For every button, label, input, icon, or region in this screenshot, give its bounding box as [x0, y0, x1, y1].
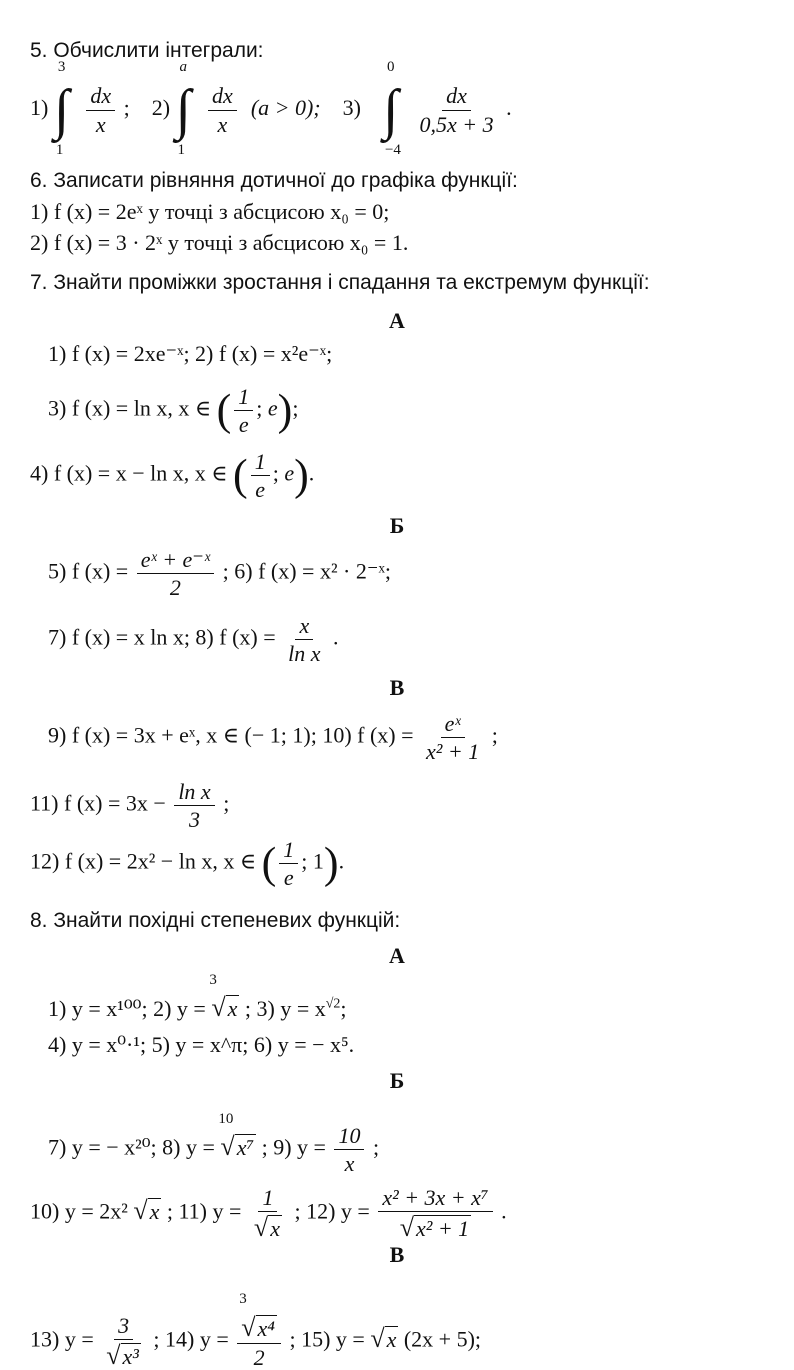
- task-8-1-3: 1) y = x¹⁰⁰; 2) y = 3 √x ; 3) $y = x^{√2}$;: [48, 972, 347, 1022]
- task-8-7-9: 7) y = − x²⁰; 8) y = 10 √x⁷ ; 9) y = $\frac{10}{x}$ ;: [48, 1110, 380, 1177]
- integral-sign: 0 ∫ −4: [382, 59, 401, 158]
- section-8-title: 8. Знайти похідні степеневих функцій:: [30, 909, 401, 932]
- task-7-9-10: 9) f (x) = 3x + eˣ, x ∈ (− 1; 1); 10) f (x) = $\frac{\text{eˣ}}{\text{x² + 1}}$ ;: [48, 711, 498, 765]
- group-a-heading: А: [389, 308, 405, 333]
- group-b-heading: Б: [389, 513, 405, 538]
- separator: .: [506, 95, 512, 121]
- integral-3-number: 3): [342, 95, 361, 121]
- integral-sign: 3 ∫ 1: [53, 59, 70, 158]
- group-v-heading: В: [389, 675, 405, 700]
- task-7-5-6: 5) f (x) = $\frac{\text{eˣ + e⁻ˣ}}{2}$ ; 6) f (x) = x² · 2⁻ˣ;: [48, 547, 391, 601]
- section-7-title: 7. Знайти проміжки зростання і спадання та екстремум функції:: [30, 271, 650, 294]
- task-7-11: 11) f (x) = 3x − $\frac{\text{ln x}}{3}$ ;: [30, 779, 230, 833]
- task-8-4-6: 4) y = x⁰·¹; 5) y = x^π; 6) y = − x⁵.: [48, 1032, 355, 1057]
- section-5-title: 5. Обчислити інтеграли:: [30, 39, 264, 62]
- integral-1-fraction: $\frac{dx}{x}$: [86, 84, 115, 135]
- integral-sign: a ∫ 1: [175, 59, 191, 158]
- integral-3-fraction: $\frac{dx}{0,5x + 3}$: [419, 83, 494, 137]
- section-5-integrals: [30, 59, 512, 158]
- task-8-13-15: 13) y = $\frac{3}{\text{√x³}}$ ; 14) y = 3 √x⁴ 2 ; 15) y = √x (2x + 5);: [30, 1291, 482, 1370]
- task-7-4: 4) f (x) = x − ln x, x ∈ ( $\frac{1}{e}$ ; e).: [30, 449, 315, 503]
- task-7-7-8: 7) f (x) = x ln x; 8) f (x) = $\frac{x}{\text{ln x}}$ .: [48, 613, 339, 667]
- integral-2-fraction: $\frac{dx}{x}$: [208, 84, 237, 135]
- section-6-item-1: 1) f (x) = 2eˣ у точці з абсцисою x₀ = 0;: [30, 199, 390, 224]
- task-7-3: 3) f (x) = ln x, x ∈ ( $\frac{1}{e}$ ; e);: [48, 384, 299, 438]
- section-6-item-2: 2) f (x) = 3 · 2ˣ у точці з абсцисою x₀ = 1.: [30, 230, 409, 255]
- integral-2-number: 2): [151, 95, 171, 121]
- group-v-heading: В: [389, 1242, 405, 1267]
- group-b-heading: Б: [389, 1068, 405, 1093]
- integral-2-condition: (a > 0);: [250, 95, 321, 121]
- task-7-12: 12) f (x) = 2x² − ln x, x ∈ ( $\frac{1}{e}$ ; 1).: [30, 837, 345, 891]
- group-a-heading: А: [389, 943, 405, 968]
- task-7-1-2: 1) f (x) = 2xe⁻ˣ; 2) f (x) = x²e⁻ˣ;: [48, 341, 333, 366]
- task-8-10-12: 10) y = 2x² √x ; 11) y = $\frac{1}{√x}$ ; 12) y = $\frac{\text{x² + 3x + x⁷}}{\text{√x² + 1}}$ .: [30, 1185, 507, 1243]
- integral-1-number: 1): [30, 95, 49, 121]
- separator: ;: [123, 95, 130, 121]
- section-6-title: 6. Записати рівняння дотичної до графіка функції:: [30, 169, 518, 192]
